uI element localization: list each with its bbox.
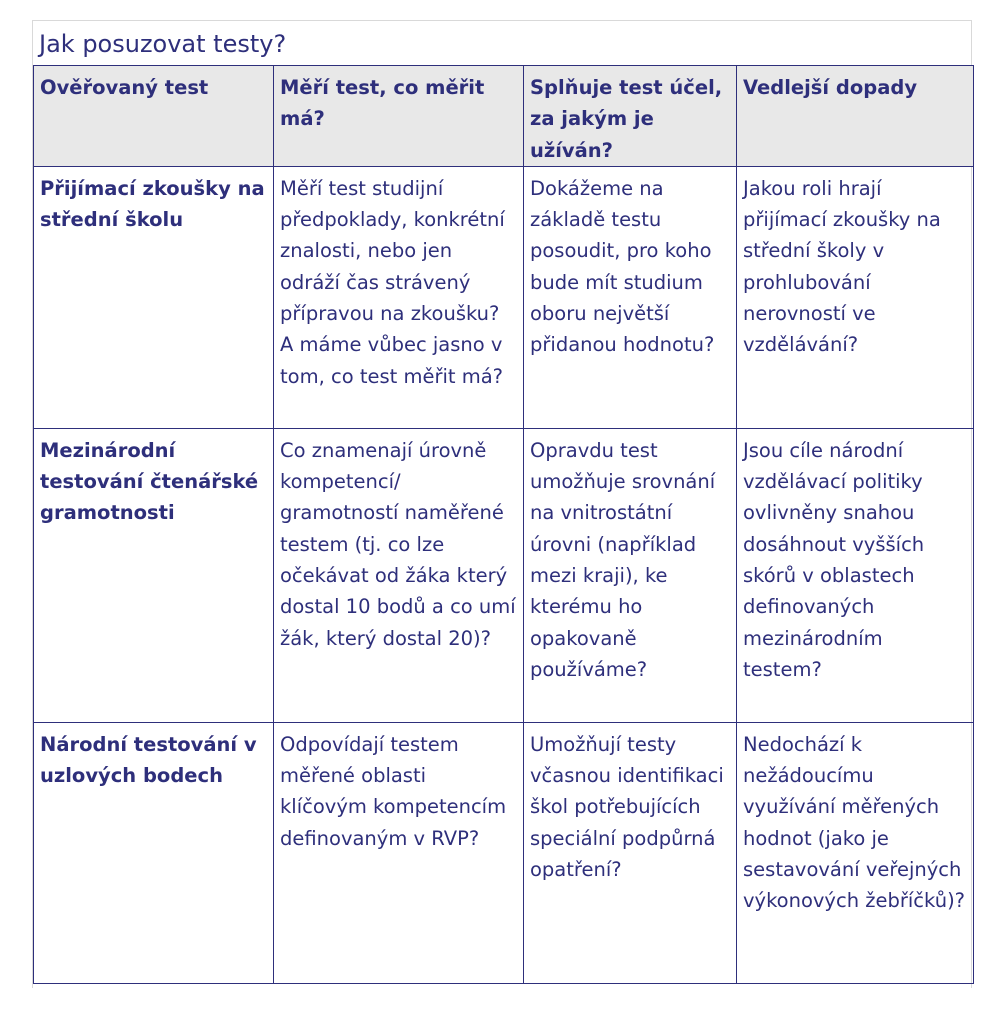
row-side-effects-cell: Jakou roli hrají přijímací zkoušky na střední školy v prohlubování nerovností ve vzdělávání? (737, 166, 974, 428)
row-purpose-cell: Umožňují testy včasnou identifikaci škol potřebujících speciální podpůrná opatření? (524, 722, 737, 983)
table-header-row (34, 66, 974, 167)
table-row (34, 166, 974, 428)
row-test-name: Přijímací zkoušky na střední školu (34, 166, 274, 428)
header-measures: Měří test, co měřit má? (274, 66, 524, 167)
header-tested-test: Ověřovaný test (34, 66, 274, 167)
row-measures-cell: Odpovídají testem měřené oblasti klíčovým kompetencím definovaným v RVP? (274, 722, 524, 983)
assessment-table (33, 65, 974, 984)
row-test-name: Národní testování v uzlových bodech (34, 722, 274, 983)
row-side-effects-cell: Nedochází k nežádoucímu využívání měřených hodnot (jako je sestavování veřejných výkonových žebříčků)? (737, 722, 974, 983)
document-frame (32, 20, 972, 988)
row-measures-cell: Co znamenají úrovně kompetencí/ gramotností naměřené testem (tj. co lze očekávat od žáka který dostal 10 bodů a co umí žák, který dostal 20)? (274, 428, 524, 722)
row-side-effects-cell: Jsou cíle národní vzdělávací politiky ovlivněny snahou dosáhnout vyšších skórů v oblastech definovaných mezinárodním testem? (737, 428, 974, 722)
table-row (34, 428, 974, 722)
header-side-effects: Vedlejší dopady (737, 66, 974, 167)
table-row (34, 722, 974, 983)
header-purpose: Splňuje test účel, za jakým je užíván? (524, 66, 737, 167)
row-purpose-cell: Opravdu test umožňuje srovnání na vnitrostátní úrovni (například mezi kraji), ke kterému ho opakovaně používáme? (524, 428, 737, 722)
row-purpose-cell: Dokážeme na základě testu posoudit, pro koho bude mít studium oboru největší přidanou hodnotu? (524, 166, 737, 428)
document-title: Jak posuzovat testy? (39, 30, 287, 58)
row-test-name: Mezinárodní testování čtenářské gramotnosti (34, 428, 274, 722)
row-measures-cell: Měří test studijní předpoklady, konkrétní znalosti, nebo jen odráží čas strávený přípravou na zkoušku? A máme vůbec jasno v tom, co test měřit má? (274, 166, 524, 428)
